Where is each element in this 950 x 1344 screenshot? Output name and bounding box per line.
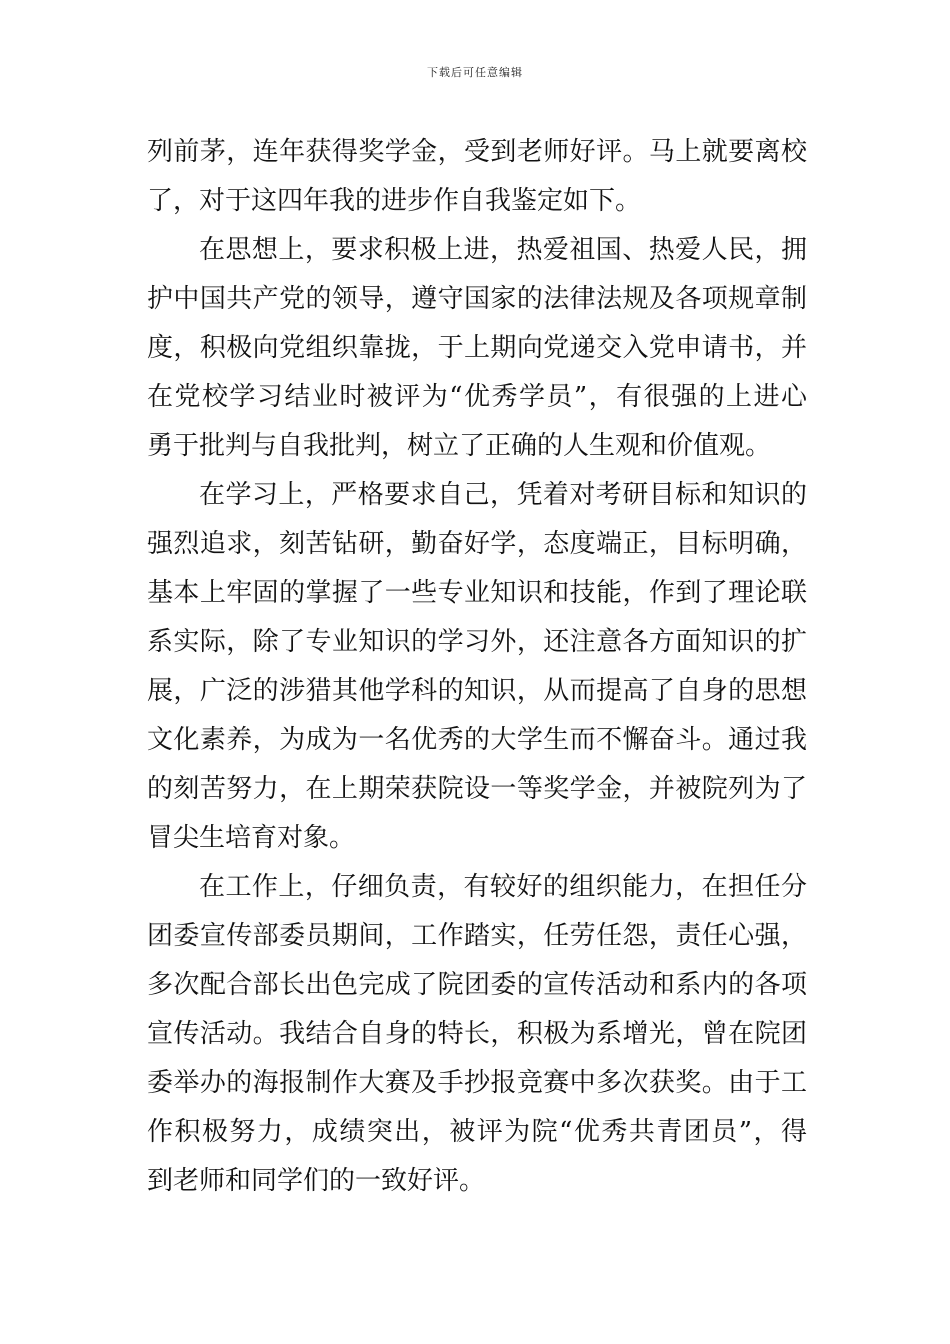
text-line: 勇于批判与自我批判，树立了正确的人生观和价值观。 <box>147 431 772 461</box>
text-line: 作积极努力，成绩突出，被评为院“优秀共青团员”，得 <box>147 1117 807 1147</box>
text-line: 冒尖生培育对象。 <box>147 823 356 853</box>
page-header: 下载后可任意编辑 <box>427 66 523 79</box>
text-line: 团委宣传部委员期间，工作踏实，任劳任怨，责任心强， <box>147 921 807 951</box>
text-line: 度，积极向党组织靠拢，于上期向党递交入党申请书，并 <box>147 333 807 363</box>
text-line: 在学习上，严格要求自己，凭着对考研目标和知识的 <box>199 480 807 510</box>
text-line: 多次配合部长出色完成了院团委的宣传活动和系内的各项 <box>147 970 807 1000</box>
text-line: 委举办的海报制作大赛及手抄报竞赛中多次获奖。由于工 <box>147 1068 807 1098</box>
text-line: 护中国共产党的领导，遵守国家的法律法规及各项规章制 <box>147 284 807 314</box>
text-line: 在党校学习结业时被评为“优秀学员”，有很强的上进心 <box>147 382 807 412</box>
document-body <box>147 128 807 1206</box>
text-line: 文化素养，为成为一名优秀的大学生而不懈奋斗。通过我 <box>147 725 807 755</box>
text-line: 展，广泛的涉猎其他学科的知识，从而提高了自身的思想 <box>147 676 807 706</box>
text-line: 系实际，除了专业知识的学习外，还注意各方面知识的扩 <box>147 627 807 657</box>
text-line: 的刻苦努力，在上期荣获院设一等奖学金，并被院列为了 <box>147 774 807 804</box>
text-line: 到老师和同学们的一致好评。 <box>147 1166 486 1196</box>
text-line: 列前茅，连年获得奖学金，受到老师好评。马上就要离校 <box>147 137 807 167</box>
text-line: 强烈追求，刻苦钻研，勤奋好学，态度端正，目标明确， <box>147 529 807 559</box>
text-line: 在思想上，要求积极上进，热爱祖国、热爱人民，拥 <box>199 235 807 265</box>
text-line: 基本上牢固的掌握了一些专业知识和技能，作到了理论联 <box>147 578 807 608</box>
text-line: 宣传活动。我结合自身的特长，积极为系增光，曾在院团 <box>147 1019 807 1049</box>
text-line: 在工作上，仔细负责，有较好的组织能力，在担任分 <box>199 872 807 902</box>
text-line: 了，对于这四年我的进步作自我鉴定如下。 <box>147 186 642 216</box>
